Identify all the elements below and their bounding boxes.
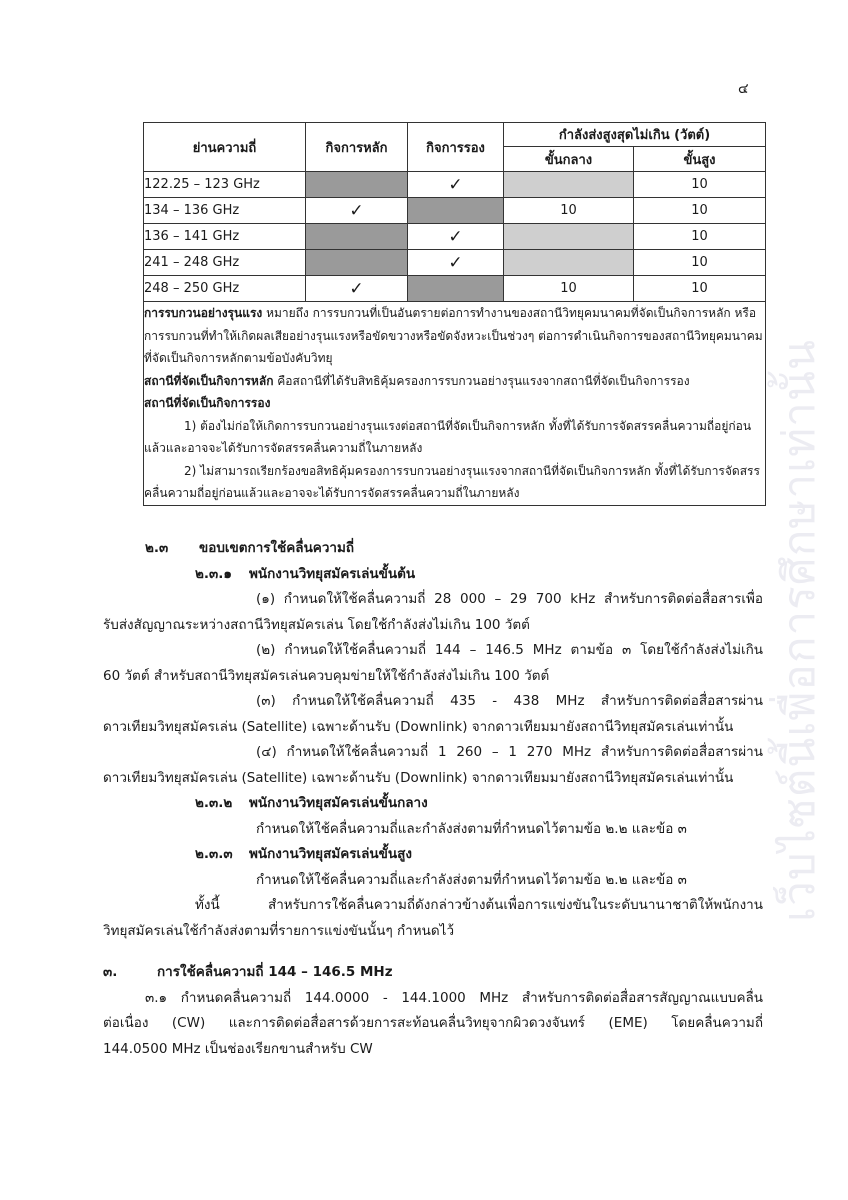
closing-note-cont: วิทยุสมัครเล่นใช้กำลังส่งตามที่รายการแข่งขันนั้นๆ กำหนดไว้ [103, 922, 455, 939]
watermark [755, 140, 845, 1120]
check-mark-icon: ✓ [306, 276, 408, 302]
band-cell: 248 – 250 GHz [144, 276, 306, 302]
band-cell: 136 – 141 GHz [144, 224, 306, 250]
check-mark-icon: ✓ [408, 250, 504, 276]
basic-item-2: (๒) กำหนดให้ใช้คลื่นความถี่ 144 – 146.5 MHz ตามข้อ ๓ โดยใช้กำลังส่งไม่เกิน [256, 642, 763, 658]
advanced-power-cell: 10 [634, 250, 766, 276]
header-max-power: กำลังส่งสูงสุดไม่เกิน (วัตต์) [504, 123, 766, 147]
document-body [103, 536, 763, 1062]
shaded-cell [306, 250, 408, 276]
band-cell: 241 – 248 GHz [144, 250, 306, 276]
page-number: ๔ [738, 81, 749, 97]
secondary-station-heading: สถานีที่จัดเป็นกิจการรอง [144, 396, 271, 410]
header-advanced: ขั้นสูง [634, 147, 766, 172]
closing-note: ทั้งนี้ สำหรับการใช้คลื่นความถี่ดังกล่าวข้างต้นเพื่อการแข่งขันในระดับนานาชาติให้พนักงาน [195, 897, 763, 913]
basic-item-3-cont: ดาวเทียมวิทยุสมัครเล่น (Satellite) เฉพาะด้านรับ (Downlink) จากดาวเทียมมายังสถานีวิทยุสมัครเล่นเท่านั้น [103, 718, 734, 735]
advanced-power-cell: 10 [634, 172, 766, 198]
section-2-3-1-heading: ๒.๓.๑ พนักงานวิทยุสมัครเล่นขั้นต้น [195, 565, 416, 582]
basic-item-3: (๓) กำหนดให้ใช้คลื่นความถี่ 435 - 438 MHz สำหรับการติดต่อสื่อสารผ่าน [256, 693, 763, 709]
check-mark-icon: ✓ [408, 224, 504, 250]
table-row [144, 224, 766, 250]
basic-item-1-cont: รับส่งสัญญาณระหว่างสถานีวิทยุสมัครเล่น โดยใช้กำลังส่งไม่เกิน 100 วัตต์ [103, 616, 530, 633]
shaded-cell [504, 250, 634, 276]
section-3-1-line-2: ต่อเนื่อง (CW) และการติดต่อสื่อสารด้วยการสะท้อนคลื่นวิทยุจากผิวดวงจันทร์ (EME) โดยคลื่นความถี่ [103, 1015, 763, 1031]
basic-item-1: (๑) กำหนดให้ใช้คลื่นความถี่ 28 000 – 29 700 kHz สำหรับการติดต่อสื่อสารเพื่อ [256, 591, 763, 607]
intermediate-power-cell: 10 [504, 198, 634, 224]
header-primary-service: กิจการหลัก [306, 123, 408, 172]
shaded-cell [306, 224, 408, 250]
header-intermediate: ขั้นกลาง [504, 147, 634, 172]
watermark-text: เว็บไซต์นี้เพื่อการศึกษาเท่านั้น [774, 338, 825, 922]
advanced-power-cell: 10 [634, 224, 766, 250]
basic-item-4: (๔) กำหนดให้ใช้คลื่นความถี่ 1 260 – 1 270 MHz สำหรับการติดต่อสื่อสารผ่าน [256, 744, 763, 760]
check-mark-icon: ✓ [408, 172, 504, 198]
section-2-3-heading: ๒.๓ ขอบเขตการใช้คลื่นความถี่ [145, 540, 355, 556]
primary-station-note: สถานีที่จัดเป็นกิจการหลัก คือสถานีที่ได้รับสิทธิคุ้มครองการรบกวนอย่างรุนแรงจากสถานีที่จัดเป็นกิจการรอง [144, 373, 690, 388]
band-cell: 134 – 136 GHz [144, 198, 306, 224]
shaded-cell [306, 172, 408, 198]
section-3-heading: ๓. การใช้คลื่นความถี่ 144 – 146.5 MHz [103, 964, 393, 980]
intermediate-power-cell: 10 [504, 276, 634, 302]
shaded-cell [408, 276, 504, 302]
header-secondary-service: กิจการรอง [408, 123, 504, 172]
advanced-rule: กำหนดให้ใช้คลื่นความถี่และกำลังส่งตามที่กำหนดไว้ตามข้อ ๒.๒ และข้อ ๓ [256, 871, 687, 888]
table-row [144, 172, 766, 198]
table-row [144, 276, 766, 302]
basic-item-2-cont: 60 วัตต์ สำหรับสถานีวิทยุสมัครเล่นควบคุมข่ายให้ใช้กำลังส่งไม่เกิน 100 วัตต์ [103, 667, 550, 684]
section-3-1-line-3: 144.0500 MHz เป็นช่องเรียกขานสำหรับ CW [103, 1040, 373, 1057]
basic-item-4-cont: ดาวเทียมวิทยุสมัครเล่น (Satellite) เฉพาะด้านรับ (Downlink) จากดาวเทียมมายังสถานีวิทยุสมัครเล่นเท่านั้น [103, 769, 734, 786]
table-notes [144, 302, 766, 506]
advanced-power-cell: 10 [634, 198, 766, 224]
advanced-power-cell: 10 [634, 276, 766, 302]
shaded-cell [504, 172, 634, 198]
band-cell: 122.25 – 123 GHz [144, 172, 306, 198]
check-mark-icon: ✓ [306, 198, 408, 224]
table-row [144, 250, 766, 276]
section-3-1-line-1: ๓.๑ กำหนดคลื่นความถี่ 144.0000 - 144.1000 MHz สำหรับการติดต่อสื่อสารสัญญาณแบบคลื่น [145, 989, 763, 1006]
harmful-interference-note: การรบกวนอย่างรุนแรง หมายถึง การรบกวนที่เป็นอันตรายต่อการทำงานของสถานีวิทยุคมนาคมที่จัดเป็นกิจการหลัก หรือการรบกวนที่ทำให้เกิดผลเสียอย่างรุนแรงหรือขัดขวางหรือขัดจังหวะเป็นช่วงๆ ต่อการดำเนินกิจการของสถานีวิทยุคมนาคมที่จัดเป็นกิจการหลักตามข้อบังคับวิทยุ [144, 306, 763, 365]
section-2-3-3-heading: ๒.๓.๓ พนักงานวิทยุสมัครเล่นขั้นสูง [195, 846, 412, 862]
section-2-3-2-heading: ๒.๓.๒ พนักงานวิทยุสมัครเล่นขั้นกลาง [195, 795, 428, 811]
secondary-station-rule-2: 2) ไม่สามารถเรียกร้องขอสิทธิคุ้มครองการรบกวนอย่างรุนแรงจากสถานีที่จัดเป็นกิจการหลัก ทั้งที่ได้รับการจัดสรรคลื่นความถี่อยู่ก่อนแล้วและอาจจะได้รับการจัดสรรคลื่นความถี่ในภายหลัง [144, 463, 760, 500]
frequency-allocation-table [143, 122, 766, 506]
header-band: ย่านความถี่ [144, 123, 306, 172]
secondary-station-rule-1: 1) ต้องไม่ก่อให้เกิดการรบกวนอย่างรุนแรงต่อสถานีที่จัดเป็นกิจการหลัก ทั้งที่ได้รับการจัดสรรคลื่นความถี่อยู่ก่อนแล้วและอาจจะได้รับการจัดสรรคลื่นความถี่ในภายหลัง [144, 418, 752, 455]
shaded-cell [504, 224, 634, 250]
shaded-cell [408, 198, 504, 224]
intermediate-rule: กำหนดให้ใช้คลื่นความถี่และกำลังส่งตามที่กำหนดไว้ตามข้อ ๒.๒ และข้อ ๓ [256, 820, 687, 837]
table-row [144, 198, 766, 224]
